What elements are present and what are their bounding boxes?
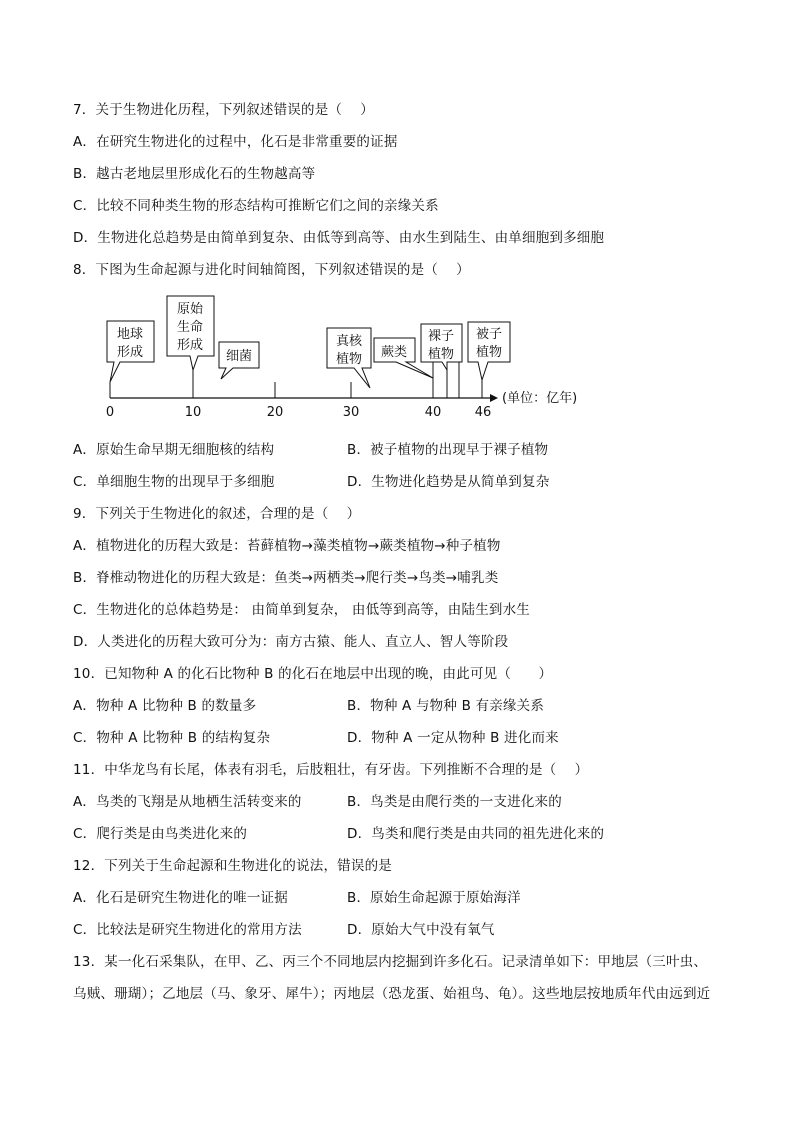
q10-stem: 10．已知物种 A 的化石比物种 B 的化石在地层中出现的晚，由此可见（ ） <box>73 666 553 682</box>
svg-text:植物: 植物 <box>427 347 455 362</box>
q13-line-1: 13．某一化石采集队，在甲、乙、丙三个不同地层内挖掘到许多化石。记录清单如下：甲地层（三叶虫、 <box>73 954 708 970</box>
callout-earth-formation <box>107 321 154 382</box>
svg-text:植物: 植物 <box>475 345 503 360</box>
q7-option-c: C．比较不同种类生物的形态结构可推断它们之间的亲缘关系 <box>73 198 439 214</box>
svg-text:生命: 生命 <box>176 320 204 335</box>
q7-option-a: A．在研究生物进化的过程中，化石是非常重要的证据 <box>73 134 398 150</box>
svg-text:形成: 形成 <box>176 338 204 353</box>
svg-text:蕨类: 蕨类 <box>380 345 408 360</box>
callout-primitive-life <box>167 296 214 370</box>
q12-option-a: A．化石是研究生物进化的唯一证据 <box>73 890 288 906</box>
callout-angiosperm <box>468 322 510 380</box>
q12-option-d: D．原始大气中没有氧气 <box>347 922 495 938</box>
axis-arrow-icon <box>490 394 498 402</box>
q7-option-b: B．越古老地层里形成化石的生物越高等 <box>73 166 316 182</box>
q9-stem: 9．下列关于生物进化的叙述，合理的是（ ） <box>73 506 361 522</box>
q8-stem: 8．下图为生命起源与进化时间轴简图，下列叙述错误的是（ ） <box>73 262 470 278</box>
unit-label: (单位：亿年) <box>502 391 578 406</box>
tick-label-10: 10 <box>184 405 202 420</box>
q10-option-d: D．物种 A 一定从物种 B 进化而来 <box>347 730 559 746</box>
svg-text:被子: 被子 <box>475 327 503 342</box>
tick-label-30: 30 <box>342 405 360 420</box>
q10-option-c: C．物种 A 比物种 B 的结构复杂 <box>73 730 271 746</box>
tick-label-46: 46 <box>474 405 492 420</box>
q13-line-2: 乌贼、珊瑚）；乙地层（马、象牙、犀牛）；丙地层（恐龙蛋、始祖鸟、龟）。这些地层按地质年代由远到近 <box>73 986 711 1002</box>
q8-option-d: D．生物进化趋势是从简单到复杂 <box>347 474 550 490</box>
q9-option-b: B．脊椎动物进化的历程大致是：鱼类→两栖类→爬行类→鸟类→哺乳类 <box>73 570 499 586</box>
tick-label-0: 0 <box>105 405 115 420</box>
q11-option-a: A．鸟类的飞翔是从地栖生活转变来的 <box>73 794 302 810</box>
callout-gymnosperm <box>421 324 462 370</box>
q11-option-d: D．鸟类和爬行类是由共同的祖先进化来的 <box>347 826 605 842</box>
svg-text:真核: 真核 <box>335 334 363 349</box>
callout-eukaryote <box>327 328 371 388</box>
q11-option-b: B．鸟类是由爬行类的一支进化来的 <box>347 794 562 810</box>
q11-option-c: C．爬行类是由鸟类进化来的 <box>73 826 248 842</box>
q9-option-c: C．生物进化的总体趋势是： 由简单到复杂， 由低等到高等，由陆生到水生 <box>73 602 531 618</box>
q7-option-d: D．生物进化总趋势是由简单到复杂、由低等到高等、由水生到陆生、由单细胞到多细胞 <box>73 230 605 246</box>
svg-text:形成: 形成 <box>116 345 144 360</box>
q8-option-b: B．被子植物的出现早于裸子植物 <box>347 442 549 458</box>
svg-text:地球: 地球 <box>116 327 144 342</box>
q9-option-a: A．植物进化的历程大致是：苔藓植物→藻类植物→蕨类植物→种子植物 <box>73 538 501 554</box>
q8-option-a: A．原始生命早期无细胞核的结构 <box>73 442 275 458</box>
q10-option-b: B．物种 A 与物种 B 有亲缘关系 <box>347 698 545 714</box>
q7-stem: 7．关于生物进化历程，下列叙述错误的是（ ） <box>73 102 374 118</box>
svg-text:细菌: 细菌 <box>225 349 253 364</box>
tick-label-40: 40 <box>424 405 442 420</box>
q8-option-c: C．单细胞生物的出现早于多细胞 <box>73 474 275 490</box>
q12-option-b: B．原始生命起源于原始海洋 <box>347 890 521 906</box>
tick-label-20: 20 <box>266 405 284 420</box>
q12-stem: 12．下列关于生命起源和生物进化的说法，错误的是 <box>73 858 392 874</box>
timeline-diagram <box>90 290 710 430</box>
svg-text:原始: 原始 <box>176 302 204 317</box>
q12-option-c: C．比较法是研究生物进化的常用方法 <box>73 922 302 938</box>
q9-option-d: D．人类进化的历程大致可分为：南方古猿、能人、直立人、智人等阶段 <box>73 634 509 650</box>
callout-bacteria <box>219 342 259 379</box>
svg-text:植物: 植物 <box>335 352 363 367</box>
svg-text:裸子: 裸子 <box>427 329 455 344</box>
q10-option-a: A．物种 A 比物种 B 的数量多 <box>73 698 257 714</box>
q11-stem: 11．中华龙鸟有长尾，体表有羽毛，后肢粗壮，有牙齿。下列推断不合理的是（ ） <box>73 762 589 778</box>
